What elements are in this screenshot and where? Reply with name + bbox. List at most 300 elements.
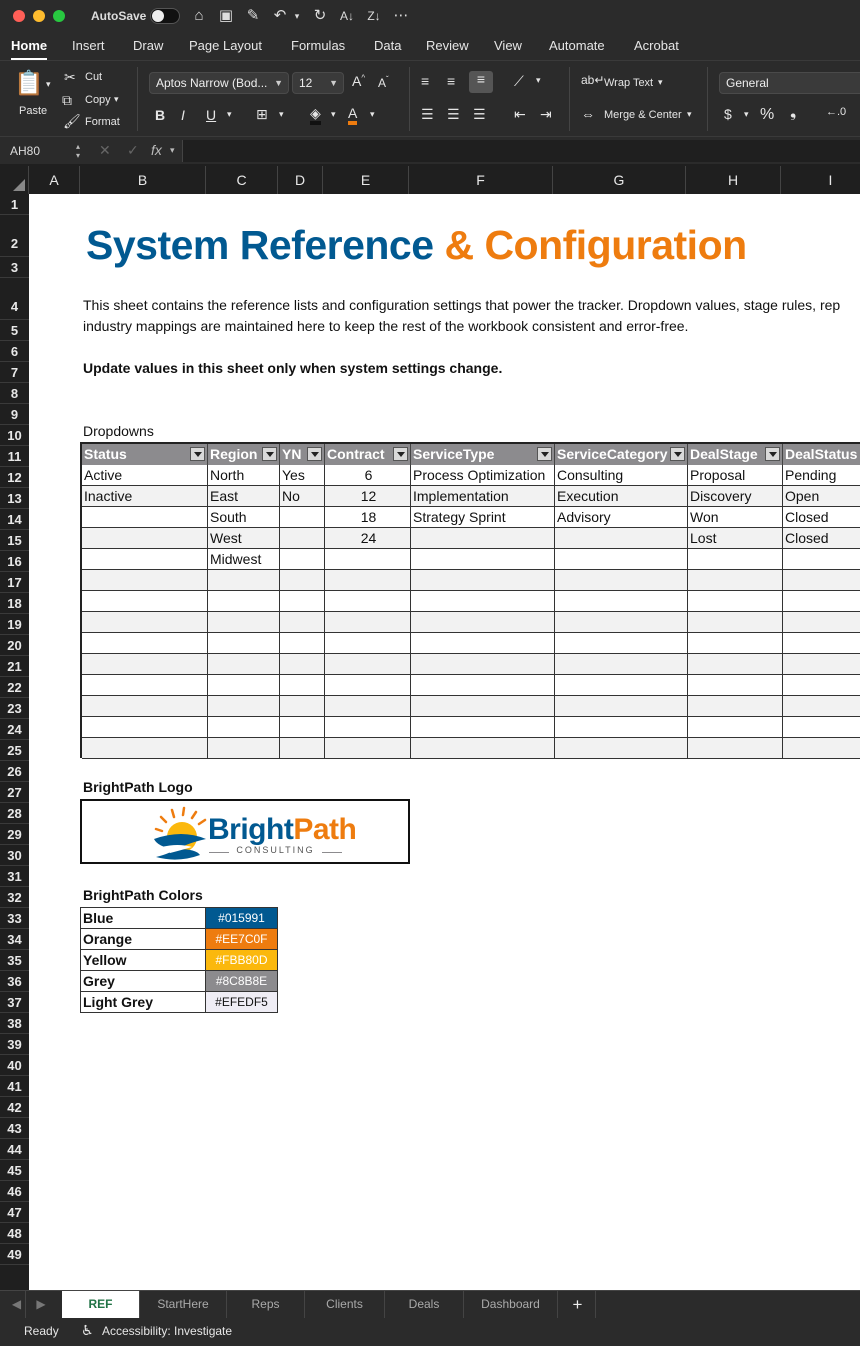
table-cell[interactable] — [688, 612, 783, 633]
table-cell[interactable]: Open — [783, 486, 860, 507]
table-cell[interactable] — [280, 591, 325, 612]
table-cell[interactable] — [411, 612, 555, 633]
row-header[interactable]: 46 — [0, 1181, 29, 1202]
row-header[interactable]: 11 — [0, 446, 29, 467]
filter-dropdown-icon[interactable] — [262, 447, 277, 461]
tab-page-layout[interactable]: Page Layout — [189, 38, 263, 53]
wrap-text-button[interactable]: Wrap Text — [604, 77, 654, 89]
description-line-1: This sheet contains the reference lists and configuration settings that power the tracker. Dropdown values, stage rules, rep — [83, 297, 841, 313]
row-header[interactable]: 45 — [0, 1160, 29, 1181]
table-cell[interactable] — [82, 633, 208, 654]
bold-icon[interactable]: B — [155, 107, 166, 123]
row-header[interactable]: 32 — [0, 887, 29, 908]
underline-dropdown-icon[interactable]: ▾ — [227, 109, 232, 119]
tab-automate[interactable]: Automate — [549, 38, 605, 53]
table-cell[interactable] — [325, 717, 411, 738]
table-cell[interactable]: South — [208, 507, 280, 528]
number-format-select[interactable] — [719, 72, 860, 94]
font-name-select[interactable] — [149, 72, 289, 94]
table-cell[interactable] — [325, 738, 411, 759]
logo-tagline: CONSULTING — [236, 845, 315, 855]
table-cell[interactable] — [208, 633, 280, 654]
table-cell[interactable]: Closed — [783, 528, 860, 549]
tab-view[interactable]: View — [494, 38, 522, 53]
table-cell[interactable] — [325, 549, 411, 570]
table-cell[interactable] — [411, 633, 555, 654]
title-part-1: System Reference — [86, 222, 434, 268]
table-cell[interactable] — [325, 570, 411, 591]
table-cell[interactable] — [555, 549, 688, 570]
sheet-tab-dashboard[interactable]: Dashboard — [464, 1291, 558, 1318]
sheet-tab-deals[interactable]: Deals — [385, 1291, 464, 1318]
row-header[interactable]: 28 — [0, 803, 29, 824]
table-cell[interactable]: 12 — [325, 486, 411, 507]
table-cell[interactable] — [280, 633, 325, 654]
table-cell[interactable] — [411, 738, 555, 759]
save-icon[interactable]: ▣ — [218, 7, 234, 24]
table-cell[interactable] — [688, 675, 783, 696]
table-cell[interactable] — [783, 612, 860, 633]
table-cell[interactable] — [208, 696, 280, 717]
scroll-tabs-right-icon[interactable]: ▶ — [36, 1297, 46, 1311]
close-window-button[interactable] — [13, 10, 25, 22]
table-cell[interactable] — [688, 696, 783, 717]
percent-icon[interactable]: % — [760, 106, 775, 123]
title-part-2: & Configuration — [444, 222, 747, 268]
table-cell[interactable]: No — [280, 486, 325, 507]
redo-icon[interactable]: ↻ — [313, 7, 327, 24]
row-header[interactable]: 33 — [0, 908, 29, 929]
row-header[interactable]: 35 — [0, 950, 29, 971]
row-header[interactable]: 12 — [0, 467, 29, 488]
column-header-i[interactable]: I — [781, 166, 860, 194]
row-header[interactable]: 27 — [0, 782, 29, 803]
insert-function-button[interactable]: fx — [151, 142, 162, 158]
row-header[interactable]: 6 — [0, 341, 29, 362]
table-cell[interactable] — [555, 528, 688, 549]
dropdowns-table — [80, 442, 860, 758]
table-cell[interactable]: 24 — [325, 528, 411, 549]
table-cell[interactable] — [783, 717, 860, 738]
align-bottom-icon[interactable]: ≡ — [469, 71, 493, 93]
table-cell[interactable]: 6 — [325, 465, 411, 486]
row-header[interactable]: 20 — [0, 635, 29, 656]
table-cell[interactable] — [208, 738, 280, 759]
sort-ascending-icon[interactable]: A↓ — [339, 9, 354, 23]
table-cell[interactable] — [411, 717, 555, 738]
column-header-c[interactable]: C — [206, 166, 278, 194]
filter-dropdown-icon[interactable] — [307, 447, 322, 461]
minimize-window-button[interactable] — [33, 10, 45, 22]
copy-icon[interactable]: ⧉ — [62, 92, 72, 108]
accessibility-icon[interactable]: ♿ — [81, 1322, 94, 1338]
align-middle-icon[interactable]: ≡ — [447, 73, 456, 89]
table-cell[interactable] — [280, 507, 325, 528]
tab-review[interactable]: Review — [426, 38, 469, 53]
format-painter-label[interactable]: Format — [85, 116, 120, 128]
row-header[interactable]: 16 — [0, 551, 29, 572]
table-cell[interactable]: Active — [82, 465, 208, 486]
table-cell[interactable] — [783, 591, 860, 612]
row-header[interactable]: 10 — [0, 425, 29, 446]
zoom-window-button[interactable] — [53, 10, 65, 22]
table-cell[interactable] — [688, 717, 783, 738]
table-cell[interactable] — [783, 654, 860, 675]
table-cell[interactable] — [688, 570, 783, 591]
color-row — [81, 992, 278, 1013]
row-header[interactable]: 13 — [0, 488, 29, 509]
tab-acrobat[interactable]: Acrobat — [634, 38, 679, 53]
table-cell[interactable] — [208, 717, 280, 738]
row-header[interactable]: 17 — [0, 572, 29, 593]
row-header[interactable]: 30 — [0, 845, 29, 866]
tab-insert[interactable]: Insert — [72, 38, 105, 53]
table-cell[interactable] — [688, 591, 783, 612]
column-header-f[interactable]: F — [409, 166, 553, 194]
table-header — [208, 444, 280, 465]
cancel-icon: ✕ — [99, 142, 111, 158]
table-cell[interactable] — [280, 738, 325, 759]
table-cell[interactable] — [208, 675, 280, 696]
sort-descending-icon[interactable]: Z↓ — [367, 9, 381, 23]
undo-icon[interactable]: ↶ — [273, 7, 287, 24]
row-header[interactable]: 44 — [0, 1139, 29, 1160]
color-swatch[interactable]: #015991 — [206, 908, 278, 929]
sheet-tab-ref[interactable]: REF — [62, 1291, 140, 1318]
merge-center-button[interactable]: Merge & Center — [604, 109, 682, 121]
table-header — [280, 444, 325, 465]
row-header[interactable]: 43 — [0, 1118, 29, 1139]
table-cell[interactable] — [325, 654, 411, 675]
table-header — [325, 444, 411, 465]
table-cell[interactable] — [688, 654, 783, 675]
table-cell[interactable] — [411, 591, 555, 612]
scroll-tabs-left-icon[interactable]: ◀ — [8, 1291, 26, 1318]
underline-icon[interactable]: U — [206, 107, 217, 123]
row-header[interactable]: 36 — [0, 971, 29, 992]
save-as-icon[interactable]: ✎ — [246, 7, 260, 24]
table-cell[interactable] — [208, 654, 280, 675]
table-cell[interactable]: Midwest — [208, 549, 280, 570]
merge-center-icon[interactable]: ⇔ — [581, 106, 595, 122]
accessibility-status[interactable]: Accessibility: Investigate — [102, 1324, 233, 1338]
row-header[interactable]: 29 — [0, 824, 29, 845]
color-swatch[interactable]: #EFEDF5 — [206, 992, 278, 1013]
table-cell[interactable] — [82, 738, 208, 759]
paste-dropdown-icon[interactable]: ▾ — [46, 79, 51, 89]
table-cell[interactable] — [82, 612, 208, 633]
table-cell[interactable] — [411, 696, 555, 717]
color-swatch[interactable]: #FBB80D — [206, 950, 278, 971]
table-header-label: Contract — [327, 446, 385, 462]
table-cell[interactable] — [82, 549, 208, 570]
brand-colors-table — [80, 907, 278, 1013]
table-cell[interactable] — [555, 612, 688, 633]
table-cell[interactable] — [555, 696, 688, 717]
table-cell[interactable]: Implementation — [411, 486, 555, 507]
font-color-dropdown-icon[interactable]: ▾ — [370, 109, 375, 119]
add-sheet-button[interactable]: + — [560, 1291, 596, 1318]
table-cell[interactable]: Process Optimization — [411, 465, 555, 486]
comma-style-icon[interactable]: ❟ — [790, 104, 797, 121]
autosave-toggle[interactable] — [150, 8, 180, 24]
row-header[interactable]: 49 — [0, 1244, 29, 1265]
copy-label[interactable]: Copy — [85, 94, 111, 106]
row-header[interactable]: 24 — [0, 719, 29, 740]
column-header-b[interactable]: B — [80, 166, 206, 194]
table-cell[interactable]: Lost — [688, 528, 783, 549]
table-cell[interactable]: Inactive — [82, 486, 208, 507]
tab-data[interactable]: Data — [374, 38, 402, 53]
decrease-font-icon[interactable]: $A^ˇ$ — [378, 75, 389, 90]
table-cell[interactable]: Consulting — [555, 465, 688, 486]
table-cell[interactable] — [82, 528, 208, 549]
table-cell[interactable] — [411, 570, 555, 591]
table-cell[interactable]: North — [208, 465, 280, 486]
currency-dropdown-icon[interactable]: ▾ — [744, 109, 749, 119]
undo-dropdown-icon[interactable]: ▾ — [294, 11, 300, 21]
table-cell[interactable] — [555, 633, 688, 654]
format-painter-icon[interactable]: 🖌 — [63, 113, 81, 129]
row-header[interactable]: 47 — [0, 1202, 29, 1223]
column-header-h[interactable]: H — [686, 166, 781, 194]
wrap-text-dropdown-icon[interactable]: ▾ — [658, 77, 663, 87]
table-cell[interactable] — [82, 570, 208, 591]
increase-font-icon[interactable]: A^ — [352, 73, 366, 89]
table-cell[interactable]: 18 — [325, 507, 411, 528]
color-name[interactable]: Light Grey — [81, 992, 206, 1013]
fill-color-dropdown-icon[interactable]: ▾ — [331, 109, 336, 119]
function-dropdown-icon[interactable]: ▾ — [170, 145, 175, 155]
table-cell[interactable]: Advisory — [555, 507, 688, 528]
row-header[interactable]: 5 — [0, 320, 29, 341]
table-cell[interactable]: East — [208, 486, 280, 507]
cut-label[interactable]: Cut — [85, 71, 103, 83]
table-cell[interactable] — [783, 738, 860, 759]
color-name[interactable]: Grey — [81, 971, 206, 992]
table-header-label: ServiceCategory — [557, 446, 668, 462]
select-all-button[interactable] — [0, 166, 29, 194]
wrap-text-icon[interactable]: ab↵ — [581, 73, 605, 87]
align-right-icon[interactable]: ☰ — [473, 106, 486, 122]
column-header-d[interactable]: D — [278, 166, 323, 194]
row-header[interactable]: 7 — [0, 362, 29, 383]
row-header[interactable]: 15 — [0, 530, 29, 551]
color-name[interactable]: Yellow — [81, 950, 206, 971]
row-header[interactable]: 31 — [0, 866, 29, 887]
home-icon[interactable]: ⌂ — [194, 7, 204, 24]
color-name[interactable]: Blue — [81, 908, 206, 929]
color-swatch[interactable]: #EE7C0F — [206, 929, 278, 950]
filter-dropdown-icon[interactable] — [393, 447, 408, 461]
table-cell[interactable] — [555, 570, 688, 591]
column-header-a[interactable]: A — [29, 166, 80, 194]
filter-dropdown-icon[interactable] — [670, 447, 685, 461]
align-center-icon[interactable]: ☰ — [447, 106, 460, 122]
color-name[interactable]: Orange — [81, 929, 206, 950]
table-cell[interactable]: Won — [688, 507, 783, 528]
table-cell[interactable] — [688, 633, 783, 654]
table-cell[interactable] — [208, 612, 280, 633]
table-cell[interactable] — [325, 696, 411, 717]
column-headers — [0, 166, 860, 194]
table-cell[interactable] — [280, 549, 325, 570]
table-cell[interactable] — [82, 507, 208, 528]
table-cell[interactable] — [280, 528, 325, 549]
table-cell[interactable] — [411, 549, 555, 570]
table-header — [555, 444, 688, 465]
row-header[interactable]: 38 — [0, 1013, 29, 1034]
brightpath-logo-box[interactable] — [80, 799, 410, 864]
copy-dropdown-icon[interactable]: ▾ — [114, 94, 119, 104]
column-header-e[interactable]: E — [323, 166, 409, 194]
table-cell[interactable] — [208, 591, 280, 612]
table-cell[interactable] — [82, 654, 208, 675]
table-header — [688, 444, 783, 465]
row-header[interactable]: 34 — [0, 929, 29, 950]
table-cell[interactable] — [783, 549, 860, 570]
sheet-tab-clients[interactable]: Clients — [305, 1291, 385, 1318]
row-header[interactable]: 18 — [0, 593, 29, 614]
table-cell[interactable] — [325, 612, 411, 633]
table-cell[interactable]: Execution — [555, 486, 688, 507]
logo-tagline-row — [209, 845, 342, 859]
cut-icon[interactable]: ✂ — [64, 69, 76, 85]
table-cell[interactable] — [82, 717, 208, 738]
table-cell[interactable] — [325, 675, 411, 696]
row-header[interactable]: 2 — [0, 215, 29, 257]
table-header-label: DealStatus — [785, 446, 858, 462]
table-cell[interactable] — [280, 612, 325, 633]
row-header[interactable]: 39 — [0, 1034, 29, 1055]
table-cell[interactable] — [783, 570, 860, 591]
tab-home[interactable]: Home — [11, 38, 48, 53]
row-header[interactable]: 42 — [0, 1097, 29, 1118]
tab-formulas[interactable]: Formulas — [291, 38, 346, 53]
filter-dropdown-icon[interactable] — [537, 447, 552, 461]
table-cell[interactable] — [280, 675, 325, 696]
table-cell[interactable] — [555, 591, 688, 612]
table-cell[interactable] — [325, 633, 411, 654]
table-cell[interactable] — [280, 654, 325, 675]
ribbon-tabs — [0, 32, 860, 60]
table-cell[interactable] — [411, 528, 555, 549]
row-header[interactable]: 14 — [0, 509, 29, 530]
table-cell[interactable] — [280, 696, 325, 717]
formula-input[interactable] — [182, 140, 860, 162]
name-box[interactable] — [4, 140, 84, 162]
table-cell[interactable] — [280, 570, 325, 591]
row-header[interactable]: 48 — [0, 1223, 29, 1244]
table-cell[interactable] — [555, 717, 688, 738]
color-swatch[interactable]: #8C8B8E — [206, 971, 278, 992]
paste-icon[interactable]: 📋 — [14, 70, 44, 97]
decrease-indent-icon[interactable]: ⇤ — [514, 106, 526, 122]
colors-label: BrightPath Colors — [83, 887, 203, 903]
row-header[interactable]: 21 — [0, 656, 29, 677]
row-header[interactable]: 23 — [0, 698, 29, 719]
color-row — [81, 950, 278, 971]
table-cell[interactable] — [280, 717, 325, 738]
filter-dropdown-icon[interactable] — [190, 447, 205, 461]
row-header[interactable]: 41 — [0, 1076, 29, 1097]
table-cell[interactable] — [82, 696, 208, 717]
row-header[interactable]: 26 — [0, 761, 29, 782]
font-size-select[interactable] — [292, 72, 344, 94]
row-header[interactable]: 9 — [0, 404, 29, 425]
align-top-icon[interactable]: ≡ — [421, 73, 430, 89]
sheet-tab-reps[interactable]: Reps — [227, 1291, 305, 1318]
table-cell[interactable] — [411, 675, 555, 696]
table-cell[interactable] — [325, 591, 411, 612]
row-header[interactable]: 3 — [0, 257, 29, 278]
row-header[interactable]: 37 — [0, 992, 29, 1013]
table-cell[interactable]: Strategy Sprint — [411, 507, 555, 528]
table-cell[interactable]: West — [208, 528, 280, 549]
table-cell[interactable]: Yes — [280, 465, 325, 486]
row-header[interactable]: 40 — [0, 1055, 29, 1076]
merge-center-dropdown-icon[interactable]: ▾ — [687, 109, 692, 119]
table-cell[interactable] — [783, 633, 860, 654]
fill-color-icon[interactable]: ◈ — [310, 105, 321, 125]
table-cell[interactable] — [783, 696, 860, 717]
table-cell[interactable]: Closed — [783, 507, 860, 528]
worksheet-grid[interactable] — [0, 166, 860, 1290]
name-box-stepper-icon[interactable]: ▴ ▾ — [76, 142, 81, 160]
row-header[interactable]: 22 — [0, 677, 29, 698]
row-header[interactable]: 25 — [0, 740, 29, 761]
borders-dropdown-icon[interactable]: ▾ — [279, 109, 284, 119]
table-cell[interactable]: Pending — [783, 465, 860, 486]
table-cell[interactable] — [208, 570, 280, 591]
table-cell[interactable] — [555, 675, 688, 696]
table-cell[interactable] — [783, 675, 860, 696]
sheet-tab-starthere[interactable]: StartHere — [140, 1291, 227, 1318]
currency-icon[interactable]: $ — [724, 106, 732, 122]
tab-draw[interactable]: Draw — [133, 38, 164, 53]
increase-indent-icon[interactable]: ⇥ — [540, 106, 552, 122]
row-header[interactable]: 4 — [0, 278, 29, 320]
color-row — [81, 929, 278, 950]
table-header-label: Region — [210, 446, 258, 462]
table-cell[interactable] — [555, 654, 688, 675]
more-icon[interactable]: ⋯ — [393, 7, 409, 24]
table-cell[interactable] — [688, 738, 783, 759]
dropdowns-label: Dropdowns — [83, 423, 154, 439]
orientation-dropdown-icon[interactable]: ▾ — [536, 75, 541, 85]
table-cell[interactable] — [411, 654, 555, 675]
paste-label[interactable]: Paste — [19, 105, 48, 117]
orientation-icon[interactable]: ⟋ — [514, 73, 524, 89]
increase-decimal-icon[interactable]: ←.0 — [826, 106, 847, 118]
borders-icon[interactable]: ⊞ — [256, 106, 268, 122]
align-left-icon[interactable]: ☰ — [421, 106, 434, 122]
table-cell[interactable] — [82, 591, 208, 612]
table-cell[interactable]: Proposal — [688, 465, 783, 486]
column-header-g[interactable]: G — [553, 166, 686, 194]
filter-dropdown-icon[interactable] — [765, 447, 780, 461]
table-cell[interactable] — [555, 738, 688, 759]
logo-name-part-2: Path — [293, 813, 357, 846]
table-cell[interactable] — [82, 675, 208, 696]
italic-icon[interactable]: I — [181, 107, 185, 123]
row-header[interactable]: 8 — [0, 383, 29, 404]
table-cell[interactable]: Discovery — [688, 486, 783, 507]
font-color-icon[interactable]: A — [348, 105, 357, 125]
row-header[interactable]: 19 — [0, 614, 29, 635]
row-header[interactable]: 1 — [0, 194, 29, 215]
table-cell[interactable] — [688, 549, 783, 570]
